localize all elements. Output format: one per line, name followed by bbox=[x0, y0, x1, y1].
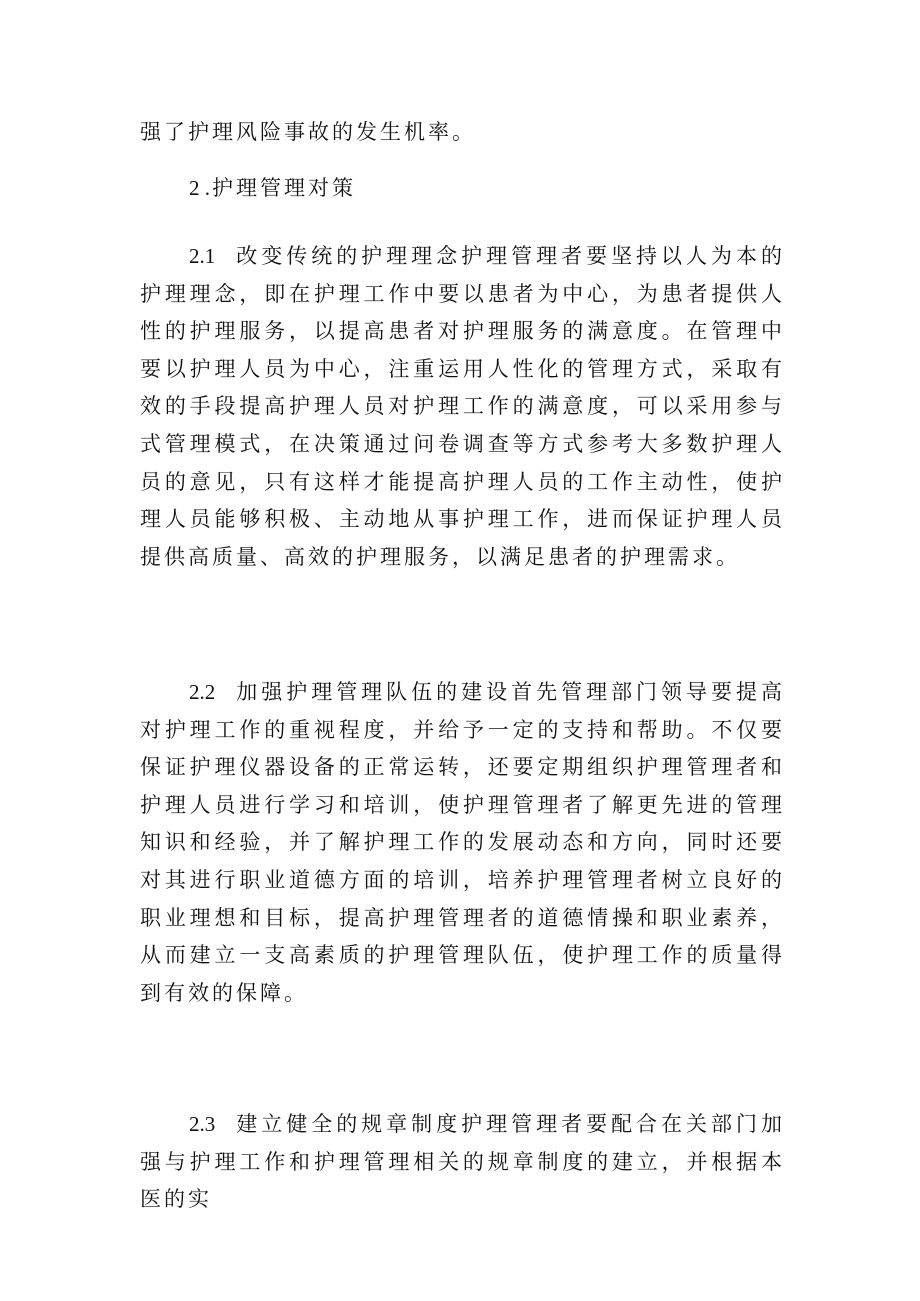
intro-line bbox=[140, 114, 785, 152]
paragraph-2-2 bbox=[140, 674, 785, 1012]
paragraph-2-3 bbox=[140, 1106, 785, 1219]
paragraph-number: 2.1 bbox=[189, 244, 216, 268]
intro-line-text: 强了护理风险事故的发生机率。 bbox=[140, 120, 476, 144]
paragraph-number: 2.2 bbox=[189, 680, 216, 704]
section-heading bbox=[140, 170, 785, 208]
paragraph-number: 2.3 bbox=[189, 1112, 216, 1136]
section-heading-number: 2 . bbox=[189, 176, 210, 200]
paragraph-2-1 bbox=[140, 238, 785, 576]
paragraph-text: 加强护理管理队伍的建设首先管理部门领导要提高对护理工作的重视程度，并给予一定的支持和帮助。不仅要保证护理仪器设备的正常运转，还要定期组织护理管理者和护理人员进行学习和培训，使护理管理者了解更先进的管理知识和经验，并了解护理工作的发展动态和方向，同时还要对其进行职业道德方面的培训，培养护理管理者树立良好的职业理想和目标，提高护理管理者的道德情操和职业素养，从而建立一支高素质的护理管理队伍，使护理工作的质量得到有效的保障。 bbox=[140, 680, 785, 1005]
paragraph-text: 改变传统的护理理念护理管理者要坚持以人为本的护理理念，即在护理工作中要以患者为中心，为患者提供人性的护理服务，以提高患者对护理服务的满意度。在管理中要以护理人员为中心，注重运用人性化的管理方式，采取有效的手段提高护理人员对护理工作的满意度，可以采用参与式管理模式，在决策通过问卷调查等方式参考大多数护理人员的意见，只有这样才能提高护理人员的工作主动性，使护理人员能够积极、主动地从事护理工作，进而保证护理人员提供高质量、高效的护理服务，以满足患者的护理需求。 bbox=[140, 244, 785, 569]
paragraph-text: 建立健全的规章制度护理管理者要配合在关部门加强与护理工作和护理管理相关的规章制度的建立，并根据本医的实 bbox=[140, 1112, 785, 1212]
section-heading-title: 护理管理对策 bbox=[212, 176, 356, 200]
